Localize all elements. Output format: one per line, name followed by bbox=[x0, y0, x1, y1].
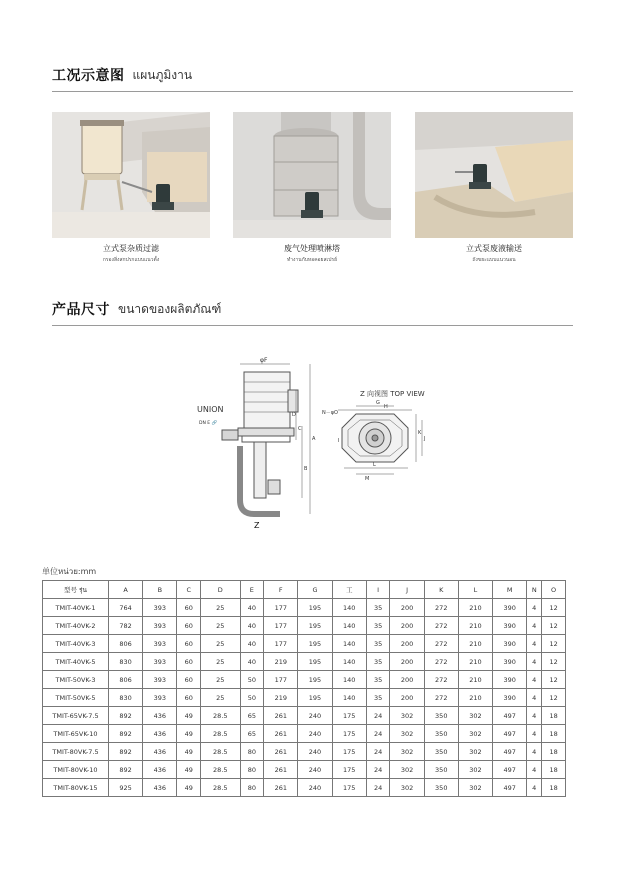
table-cell: 140 bbox=[332, 653, 366, 671]
table-cell: 18 bbox=[542, 707, 566, 725]
table-cell: 210 bbox=[458, 653, 492, 671]
table-cell: 195 bbox=[298, 653, 332, 671]
dimension-drawing bbox=[180, 350, 470, 540]
table-header-cell: L bbox=[458, 581, 492, 599]
table-header-cell: E bbox=[240, 581, 264, 599]
table-cell: 200 bbox=[390, 653, 424, 671]
table-cell: 140 bbox=[332, 635, 366, 653]
table-cell: 830 bbox=[109, 689, 143, 707]
table-header-cell: K bbox=[424, 581, 458, 599]
table-cell: 272 bbox=[424, 617, 458, 635]
table-cell: TMIT-80VK-10 bbox=[43, 761, 109, 779]
dim-g: G bbox=[376, 400, 380, 406]
table-cell: 261 bbox=[264, 707, 298, 725]
table-cell: 140 bbox=[332, 689, 366, 707]
table-cell: 65 bbox=[240, 725, 264, 743]
table-cell: 4 bbox=[527, 599, 542, 617]
table-cell: 200 bbox=[390, 671, 424, 689]
dim-h: H bbox=[384, 404, 388, 410]
table-header-cell: 型号 รุ่น bbox=[43, 581, 109, 599]
table-cell: 28.5 bbox=[201, 725, 240, 743]
table-cell: 219 bbox=[264, 689, 298, 707]
section-title-zh: 产品尺寸 bbox=[52, 302, 110, 318]
table-cell: 49 bbox=[177, 725, 201, 743]
table-cell: 12 bbox=[542, 689, 566, 707]
table-cell: 65 bbox=[240, 707, 264, 725]
table-cell: 436 bbox=[143, 707, 177, 725]
table-cell: 80 bbox=[240, 743, 264, 761]
table-cell: 177 bbox=[264, 599, 298, 617]
table-cell: 4 bbox=[527, 743, 542, 761]
table-cell: 497 bbox=[493, 707, 527, 725]
table-cell: 302 bbox=[390, 779, 424, 797]
dim-k: K bbox=[418, 430, 422, 436]
table-cell: 35 bbox=[366, 617, 390, 635]
table-cell: 393 bbox=[143, 617, 177, 635]
table-cell: 24 bbox=[366, 725, 390, 743]
table-cell: 497 bbox=[493, 779, 527, 797]
dim-i: I bbox=[338, 438, 340, 444]
caption-th: กรองสิ่งสกปรกแบบแนวตั้ง bbox=[102, 257, 160, 263]
table-cell: 40 bbox=[240, 599, 264, 617]
table-cell: 200 bbox=[390, 635, 424, 653]
table-header-cell: O bbox=[542, 581, 566, 599]
table-cell: 35 bbox=[366, 653, 390, 671]
table-cell: 24 bbox=[366, 707, 390, 725]
table-cell: 210 bbox=[458, 671, 492, 689]
table-cell: 302 bbox=[458, 761, 492, 779]
table-cell: 18 bbox=[542, 743, 566, 761]
table-cell: TMIT-40VK-5 bbox=[43, 653, 109, 671]
table-cell: 272 bbox=[424, 671, 458, 689]
table-cell: 28.5 bbox=[201, 707, 240, 725]
table-cell: 49 bbox=[177, 761, 201, 779]
table-cell: 4 bbox=[527, 653, 542, 671]
table-cell: 49 bbox=[177, 779, 201, 797]
table-cell: 272 bbox=[424, 689, 458, 707]
caption-filtration bbox=[52, 243, 210, 264]
table-cell: 18 bbox=[542, 761, 566, 779]
table-cell: 28.5 bbox=[201, 743, 240, 761]
table-cell: TMIT-50VK-3 bbox=[43, 671, 109, 689]
table-cell: 40 bbox=[240, 653, 264, 671]
table-cell: 195 bbox=[298, 635, 332, 653]
table-cell: 175 bbox=[332, 725, 366, 743]
table-cell: 436 bbox=[143, 743, 177, 761]
table-cell: 24 bbox=[366, 743, 390, 761]
table-header-cell: M bbox=[493, 581, 527, 599]
table-cell: 177 bbox=[264, 635, 298, 653]
table-cell: 436 bbox=[143, 725, 177, 743]
dim-l: L bbox=[373, 462, 376, 468]
table-cell: 393 bbox=[143, 599, 177, 617]
table-cell: 177 bbox=[264, 617, 298, 635]
table-cell: 302 bbox=[458, 743, 492, 761]
table-cell: 302 bbox=[390, 707, 424, 725]
caption-waste-liquid bbox=[415, 243, 573, 264]
dim-phi-f: φF bbox=[260, 357, 268, 364]
table-cell: 12 bbox=[542, 617, 566, 635]
table-cell: 272 bbox=[424, 599, 458, 617]
table-cell: 806 bbox=[109, 671, 143, 689]
table-header-cell: J bbox=[390, 581, 424, 599]
table-cell: 60 bbox=[177, 617, 201, 635]
table-cell: 18 bbox=[542, 725, 566, 743]
caption-zh: 废气处理喷淋塔 bbox=[284, 244, 340, 253]
table-cell: 4 bbox=[527, 617, 542, 635]
table-cell: 240 bbox=[298, 707, 332, 725]
dim-c: C bbox=[298, 426, 302, 432]
table-cell: 4 bbox=[527, 779, 542, 797]
dim-d: D bbox=[292, 412, 296, 418]
table-row bbox=[43, 635, 566, 653]
table-cell: 350 bbox=[424, 761, 458, 779]
table-cell: 261 bbox=[264, 725, 298, 743]
table-cell: 764 bbox=[109, 599, 143, 617]
caption-zh: 立式泵废液输送 bbox=[466, 244, 522, 253]
table-cell: 240 bbox=[298, 779, 332, 797]
table-cell: 390 bbox=[493, 617, 527, 635]
table-cell: 25 bbox=[201, 599, 240, 617]
table-cell: 302 bbox=[390, 725, 424, 743]
table-cell: 50 bbox=[240, 689, 264, 707]
table-cell: TMIT-40VK-1 bbox=[43, 599, 109, 617]
table-cell: 175 bbox=[332, 761, 366, 779]
z-label: Z bbox=[254, 521, 260, 530]
table-header-cell: N bbox=[527, 581, 542, 599]
table-cell: 892 bbox=[109, 761, 143, 779]
table-row bbox=[43, 761, 566, 779]
table-cell: 350 bbox=[424, 743, 458, 761]
table-header-cell: F bbox=[264, 581, 298, 599]
table-cell: 35 bbox=[366, 635, 390, 653]
section-working-diagram-heading bbox=[52, 62, 573, 92]
table-cell: 261 bbox=[264, 761, 298, 779]
table-cell: 50 bbox=[240, 671, 264, 689]
photo-waste-liquid bbox=[415, 112, 573, 238]
table-cell: 200 bbox=[390, 617, 424, 635]
table-row bbox=[43, 653, 566, 671]
table-cell: 393 bbox=[143, 689, 177, 707]
table-cell: 60 bbox=[177, 689, 201, 707]
table-cell: 892 bbox=[109, 725, 143, 743]
table-cell: 240 bbox=[298, 743, 332, 761]
table-cell: 40 bbox=[240, 617, 264, 635]
table-cell: TMIT-65VK-7.5 bbox=[43, 707, 109, 725]
table-cell: 393 bbox=[143, 635, 177, 653]
table-cell: 261 bbox=[264, 779, 298, 797]
table-cell: 40 bbox=[240, 635, 264, 653]
table-row bbox=[43, 599, 566, 617]
table-cell: 272 bbox=[424, 635, 458, 653]
section-title-zh: 工况示意图 bbox=[52, 68, 125, 84]
caption-spray-tower bbox=[233, 243, 391, 264]
table-header-cell: A bbox=[109, 581, 143, 599]
dn-label: DN E 🔗 bbox=[199, 421, 218, 426]
table-cell: 892 bbox=[109, 743, 143, 761]
table-cell: TMIT-40VK-2 bbox=[43, 617, 109, 635]
table-cell: 782 bbox=[109, 617, 143, 635]
table-cell: 390 bbox=[493, 635, 527, 653]
table-cell: 4 bbox=[527, 689, 542, 707]
table-cell: 240 bbox=[298, 761, 332, 779]
table-cell: 393 bbox=[143, 653, 177, 671]
table-row bbox=[43, 671, 566, 689]
table-cell: 925 bbox=[109, 779, 143, 797]
table-cell: 25 bbox=[201, 689, 240, 707]
table-cell: 24 bbox=[366, 779, 390, 797]
union-label: UNION bbox=[197, 405, 224, 414]
table-cell: 302 bbox=[390, 761, 424, 779]
table-cell: 25 bbox=[201, 671, 240, 689]
table-cell: 24 bbox=[366, 761, 390, 779]
table-cell: 436 bbox=[143, 761, 177, 779]
table-cell: 302 bbox=[390, 743, 424, 761]
table-cell: 60 bbox=[177, 653, 201, 671]
table-cell: 302 bbox=[458, 779, 492, 797]
table-cell: 200 bbox=[390, 689, 424, 707]
table-cell: 25 bbox=[201, 617, 240, 635]
table-cell: 140 bbox=[332, 617, 366, 635]
table-cell: 892 bbox=[109, 707, 143, 725]
table-cell: 210 bbox=[458, 689, 492, 707]
table-cell: 4 bbox=[527, 671, 542, 689]
table-row bbox=[43, 779, 566, 797]
unit-label: 单位หน่วย:mm bbox=[42, 567, 97, 576]
table-cell: 497 bbox=[493, 761, 527, 779]
table-cell: 80 bbox=[240, 761, 264, 779]
caption-th: ทำงานกับหอคอยสเปรย์ bbox=[286, 257, 338, 263]
table-cell: 219 bbox=[264, 653, 298, 671]
table-cell: 49 bbox=[177, 743, 201, 761]
table-cell: 436 bbox=[143, 779, 177, 797]
table-cell: 25 bbox=[201, 653, 240, 671]
table-cell: 35 bbox=[366, 599, 390, 617]
table-row bbox=[43, 689, 566, 707]
table-cell: 195 bbox=[298, 617, 332, 635]
table-cell: 350 bbox=[424, 779, 458, 797]
table-cell: 25 bbox=[201, 635, 240, 653]
dim-j: J bbox=[424, 436, 426, 442]
table-cell: 4 bbox=[527, 635, 542, 653]
table-cell: 302 bbox=[458, 707, 492, 725]
caption-zh: 立式泵杂质过滤 bbox=[103, 244, 159, 253]
photo-spray-tower bbox=[233, 112, 391, 238]
table-cell: 4 bbox=[527, 707, 542, 725]
table-cell: TMIT-50VK-5 bbox=[43, 689, 109, 707]
table-cell: 497 bbox=[493, 743, 527, 761]
table-header-cell: C bbox=[177, 581, 201, 599]
side-view bbox=[222, 364, 310, 514]
table-cell: 393 bbox=[143, 671, 177, 689]
table-cell: 350 bbox=[424, 707, 458, 725]
table-cell: 350 bbox=[424, 725, 458, 743]
table-row bbox=[43, 617, 566, 635]
table-header-cell: G bbox=[298, 581, 332, 599]
table-cell: 4 bbox=[527, 725, 542, 743]
table-cell: 175 bbox=[332, 743, 366, 761]
top-view bbox=[338, 406, 422, 474]
table-cell: 272 bbox=[424, 653, 458, 671]
table-header-cell: I bbox=[366, 581, 390, 599]
table-cell: 35 bbox=[366, 671, 390, 689]
table-row bbox=[43, 743, 566, 761]
table-cell: 12 bbox=[542, 653, 566, 671]
dim-n: N－φO bbox=[322, 410, 338, 416]
table-cell: 49 bbox=[177, 707, 201, 725]
top-view-label: Z 向视图 TOP VIEW bbox=[360, 390, 425, 398]
table-cell: 12 bbox=[542, 599, 566, 617]
table-cell: TMIT-65VK-10 bbox=[43, 725, 109, 743]
section-title-th: ขนาดของผลิตภัณฑ์ bbox=[118, 302, 222, 316]
table-cell: 12 bbox=[542, 635, 566, 653]
table-cell: 497 bbox=[493, 725, 527, 743]
table-cell: TMIT-40VK-3 bbox=[43, 635, 109, 653]
table-header-cell: 工 bbox=[332, 581, 366, 599]
photo-filtration bbox=[52, 112, 210, 238]
table-cell: 210 bbox=[458, 599, 492, 617]
table-cell: 195 bbox=[298, 671, 332, 689]
table-row bbox=[43, 725, 566, 743]
table-cell: 60 bbox=[177, 599, 201, 617]
table-cell: 12 bbox=[542, 671, 566, 689]
table-cell: 200 bbox=[390, 599, 424, 617]
table-cell: 210 bbox=[458, 617, 492, 635]
table-cell: 195 bbox=[298, 599, 332, 617]
table-cell: 302 bbox=[458, 725, 492, 743]
table-cell: 60 bbox=[177, 635, 201, 653]
table-cell: TMIT-80VK-7.5 bbox=[43, 743, 109, 761]
table-body bbox=[43, 599, 566, 797]
table-cell: 175 bbox=[332, 707, 366, 725]
table-cell: 830 bbox=[109, 653, 143, 671]
section-title-th: แผนภูมิงาน bbox=[132, 68, 193, 82]
table-header-row bbox=[43, 581, 566, 599]
table-cell: 806 bbox=[109, 635, 143, 653]
dim-m: M bbox=[365, 476, 370, 482]
table-cell: 80 bbox=[240, 779, 264, 797]
table-cell: 390 bbox=[493, 599, 527, 617]
table-cell: 177 bbox=[264, 671, 298, 689]
section-product-dimensions-heading bbox=[52, 296, 573, 326]
table-cell: 4 bbox=[527, 761, 542, 779]
dim-a: A bbox=[312, 436, 316, 442]
table-cell: 240 bbox=[298, 725, 332, 743]
table-cell: 195 bbox=[298, 689, 332, 707]
table-cell: 140 bbox=[332, 671, 366, 689]
table-cell: 261 bbox=[264, 743, 298, 761]
table-cell: 18 bbox=[542, 779, 566, 797]
caption-th: ถังขยะแบบแนวนอน bbox=[472, 257, 516, 263]
table-header-cell: B bbox=[143, 581, 177, 599]
table-cell: 390 bbox=[493, 671, 527, 689]
table-header-cell: D bbox=[201, 581, 240, 599]
table-cell: 28.5 bbox=[201, 779, 240, 797]
table-cell: 140 bbox=[332, 599, 366, 617]
dim-b: B bbox=[304, 466, 308, 472]
table-cell: 35 bbox=[366, 689, 390, 707]
dimension-table bbox=[42, 580, 566, 797]
table-cell: 175 bbox=[332, 779, 366, 797]
table-cell: 210 bbox=[458, 635, 492, 653]
table-row bbox=[43, 707, 566, 725]
table-cell: 390 bbox=[493, 689, 527, 707]
table-cell: TMIT-80VK-15 bbox=[43, 779, 109, 797]
table-cell: 60 bbox=[177, 671, 201, 689]
table-cell: 28.5 bbox=[201, 761, 240, 779]
table-cell: 390 bbox=[493, 653, 527, 671]
